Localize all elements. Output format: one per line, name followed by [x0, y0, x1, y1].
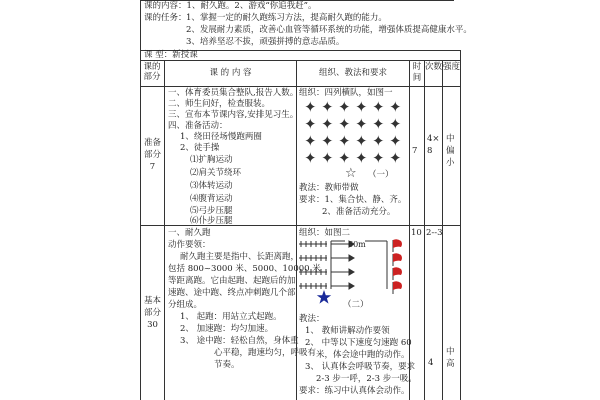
- student-star-icon: ✦: [304, 132, 317, 150]
- basic-content-step: 心平稳，跑速均匀，呼吸有: [214, 348, 317, 358]
- teacher-star-icon: ☆: [345, 166, 357, 181]
- student-star-icon: ✦: [372, 132, 385, 150]
- finish-flags: [393, 239, 402, 294]
- student-row: [299, 283, 327, 289]
- figure-one-label: （一）: [368, 170, 394, 180]
- column-header-time: 时间: [412, 62, 422, 83]
- student-star-icon: ✦: [355, 149, 368, 167]
- prep-part-minutes: 7: [149, 162, 156, 172]
- lesson-task-3: 3、培养坚忍不拔，顽强拼搏的意志品质。: [186, 37, 345, 47]
- prep-exercise-item: ⑸弓步压腿: [190, 206, 233, 216]
- student-star-icon: ✦: [389, 98, 402, 116]
- basic-content-step: 1、 起跑：用站立式起跑。: [180, 312, 282, 322]
- prep-content-line: 2、徒手操: [180, 143, 220, 153]
- basic-content-line: 动作要领：: [168, 240, 211, 250]
- prep-exercise-item: ⑵肩关节绕环: [190, 168, 242, 178]
- teacher-star-icon: [317, 290, 331, 304]
- lesson-content-line: 课的内容：1、耐久跑。2、游戏“你追我赶”。: [144, 1, 317, 11]
- red-flag-icon: [393, 239, 402, 248]
- basic-content-step: 3、 途中跑：轻松自然，身体重: [180, 336, 299, 346]
- student-star-icon: ✦: [389, 115, 402, 133]
- basic-org-line: 1、 教师讲解动作要领: [305, 326, 390, 336]
- lesson-tasks-label: 课的任务：: [144, 13, 187, 23]
- basic-org-line: 米，体会途中跑的动作。: [316, 350, 410, 360]
- student-star-icon: ✦: [372, 115, 385, 133]
- basic-org-line: 2-3 步一呼，2-3 步一吸。: [316, 374, 417, 384]
- basic-content-heading: 一、耐久跑: [168, 228, 211, 238]
- lesson-task-1: 1、掌握一定的耐久跑练习方法，提高耐久跑的能力。: [186, 13, 387, 23]
- figure-two-label: （二）: [343, 300, 369, 310]
- column-header-times: 次数: [425, 62, 443, 72]
- col-divider-part: [164, 60, 165, 400]
- prep-content-line: 一、体育委员集合整队,报告人数。: [168, 88, 299, 98]
- table-right-border: [460, 50, 461, 400]
- student-star-icon: ✦: [304, 149, 317, 167]
- student-star-icon: ✦: [389, 149, 402, 167]
- basic-content-line: 速跑、途中跑、终点冲刺跑几个部: [168, 288, 296, 298]
- basic-content-line: 包括 800~3000 米、5000、10000 米: [168, 264, 321, 274]
- prep-intensity-value: 偏: [446, 146, 455, 156]
- student-star-icon: ✦: [304, 115, 317, 133]
- prep-content-line: 二、师生问好，检查服装。: [168, 99, 271, 109]
- red-flag-icon: [393, 267, 402, 276]
- basic-intensity-value: 中: [446, 347, 455, 357]
- column-header-content: 课 的 内 容: [209, 68, 252, 78]
- distance-label: 60m: [348, 240, 366, 249]
- basic-part-label-1: 基本: [143, 296, 161, 306]
- basic-content-line: 耐久跑主要是指中、长距离跑，: [180, 252, 300, 262]
- column-header-part: 课的部分: [143, 62, 161, 82]
- student-star-icon: ✦: [321, 149, 334, 167]
- prep-content-line: 四、准备活动：: [168, 121, 228, 131]
- running-drill-diagram: [297, 238, 409, 308]
- student-star-icon: ✦: [338, 149, 351, 167]
- prep-exercise-item: ⑹仆步压腿: [190, 216, 233, 226]
- basic-org-line: 3、 认真体会呼吸节奏，要求: [305, 362, 416, 372]
- table-left-border: [140, 0, 141, 400]
- student-star-icon: ✦: [338, 98, 351, 116]
- basic-content-line: 等距离跑。它由起跑、起跑后的加: [168, 276, 296, 286]
- basic-time-value: 10: [411, 228, 422, 238]
- basic-times-value: 4: [428, 358, 434, 368]
- prep-time-value: 7: [412, 146, 418, 156]
- row-divider: [140, 225, 461, 226]
- student-star-icon: ✦: [355, 115, 368, 133]
- prep-exercise-item: ⑷腹背运动: [190, 194, 233, 204]
- student-star-icon: ✦: [321, 115, 334, 133]
- basic-content-step: 2、 加速跑：均匀加速。: [180, 324, 274, 334]
- basic-content-step: 节奏。: [214, 360, 240, 370]
- student-star-icon: ✦: [304, 98, 317, 116]
- basic-part-minutes: 30: [147, 320, 158, 330]
- basic-intensity-value: 高: [446, 359, 455, 369]
- student-row: [299, 269, 327, 275]
- lesson-task-2: 2、发展耐力素质，改善心血管等循环系统的功能，增强体质提高健康水平。: [186, 25, 472, 35]
- student-star-icon: ✦: [355, 98, 368, 116]
- basic-org-title: 组织：如图二: [299, 228, 351, 238]
- prep-org-requirement: 要求：1、集合快、静、齐。: [299, 195, 407, 205]
- prep-times-value: 8: [427, 146, 433, 156]
- student-star-icon: ✦: [355, 132, 368, 150]
- column-header-org: 组织、教法和要求: [318, 68, 387, 78]
- student-row: [299, 241, 327, 247]
- basic-part-label-2: 部分: [143, 308, 161, 318]
- red-flag-icon: [393, 281, 402, 290]
- red-flag-icon: [393, 253, 402, 262]
- prep-intensity-value: 小: [446, 158, 455, 168]
- basic-org-requirement: 要求：练习中认真体会动作。: [299, 386, 410, 396]
- prep-exercise-item: ⑶体转运动: [190, 181, 233, 191]
- prep-content-line: 1、绕田径场慢跑两圈: [180, 132, 262, 142]
- student-star-icon: ✦: [372, 98, 385, 116]
- col-divider-time: [424, 60, 425, 400]
- prep-org-title: 组织：四列横队，如图一: [299, 88, 393, 98]
- student-star-icon: ✦: [389, 132, 402, 150]
- prep-org-requirement: 2、准备活动充分。: [322, 207, 396, 217]
- basic-org-method-label: 教法：: [299, 314, 325, 324]
- prep-content-line: 三、宣布本节课内容,安排见习生。: [168, 110, 299, 120]
- student-rows: [299, 241, 327, 289]
- student-star-icon: ✦: [321, 132, 334, 150]
- student-row: [299, 255, 327, 261]
- prep-intensity-value: 中: [446, 134, 455, 144]
- lesson-type: 课 型：新授课: [144, 50, 198, 60]
- prep-times-value: 4×: [427, 134, 440, 144]
- col-divider-org: [409, 60, 410, 400]
- column-header-intensity: 强度: [443, 62, 461, 72]
- student-star-icon: ✦: [372, 149, 385, 167]
- basic-times-value: 2--3: [426, 228, 443, 238]
- student-star-icon: ✦: [338, 115, 351, 133]
- basic-org-line: 2、 中等以下速度匀速跑 60: [305, 338, 412, 348]
- student-star-icon: ✦: [321, 98, 334, 116]
- prep-org-method: 教法：教师带做: [299, 183, 359, 193]
- column-header-bottom: [140, 86, 461, 87]
- prep-exercise-item: ⑴扩胸运动: [190, 155, 233, 165]
- prep-part-label-2: 部分: [143, 150, 161, 160]
- basic-content-line: 分组成。: [168, 300, 203, 310]
- student-star-icon: ✦: [338, 132, 351, 150]
- prep-part-label-1: 准备: [143, 138, 161, 148]
